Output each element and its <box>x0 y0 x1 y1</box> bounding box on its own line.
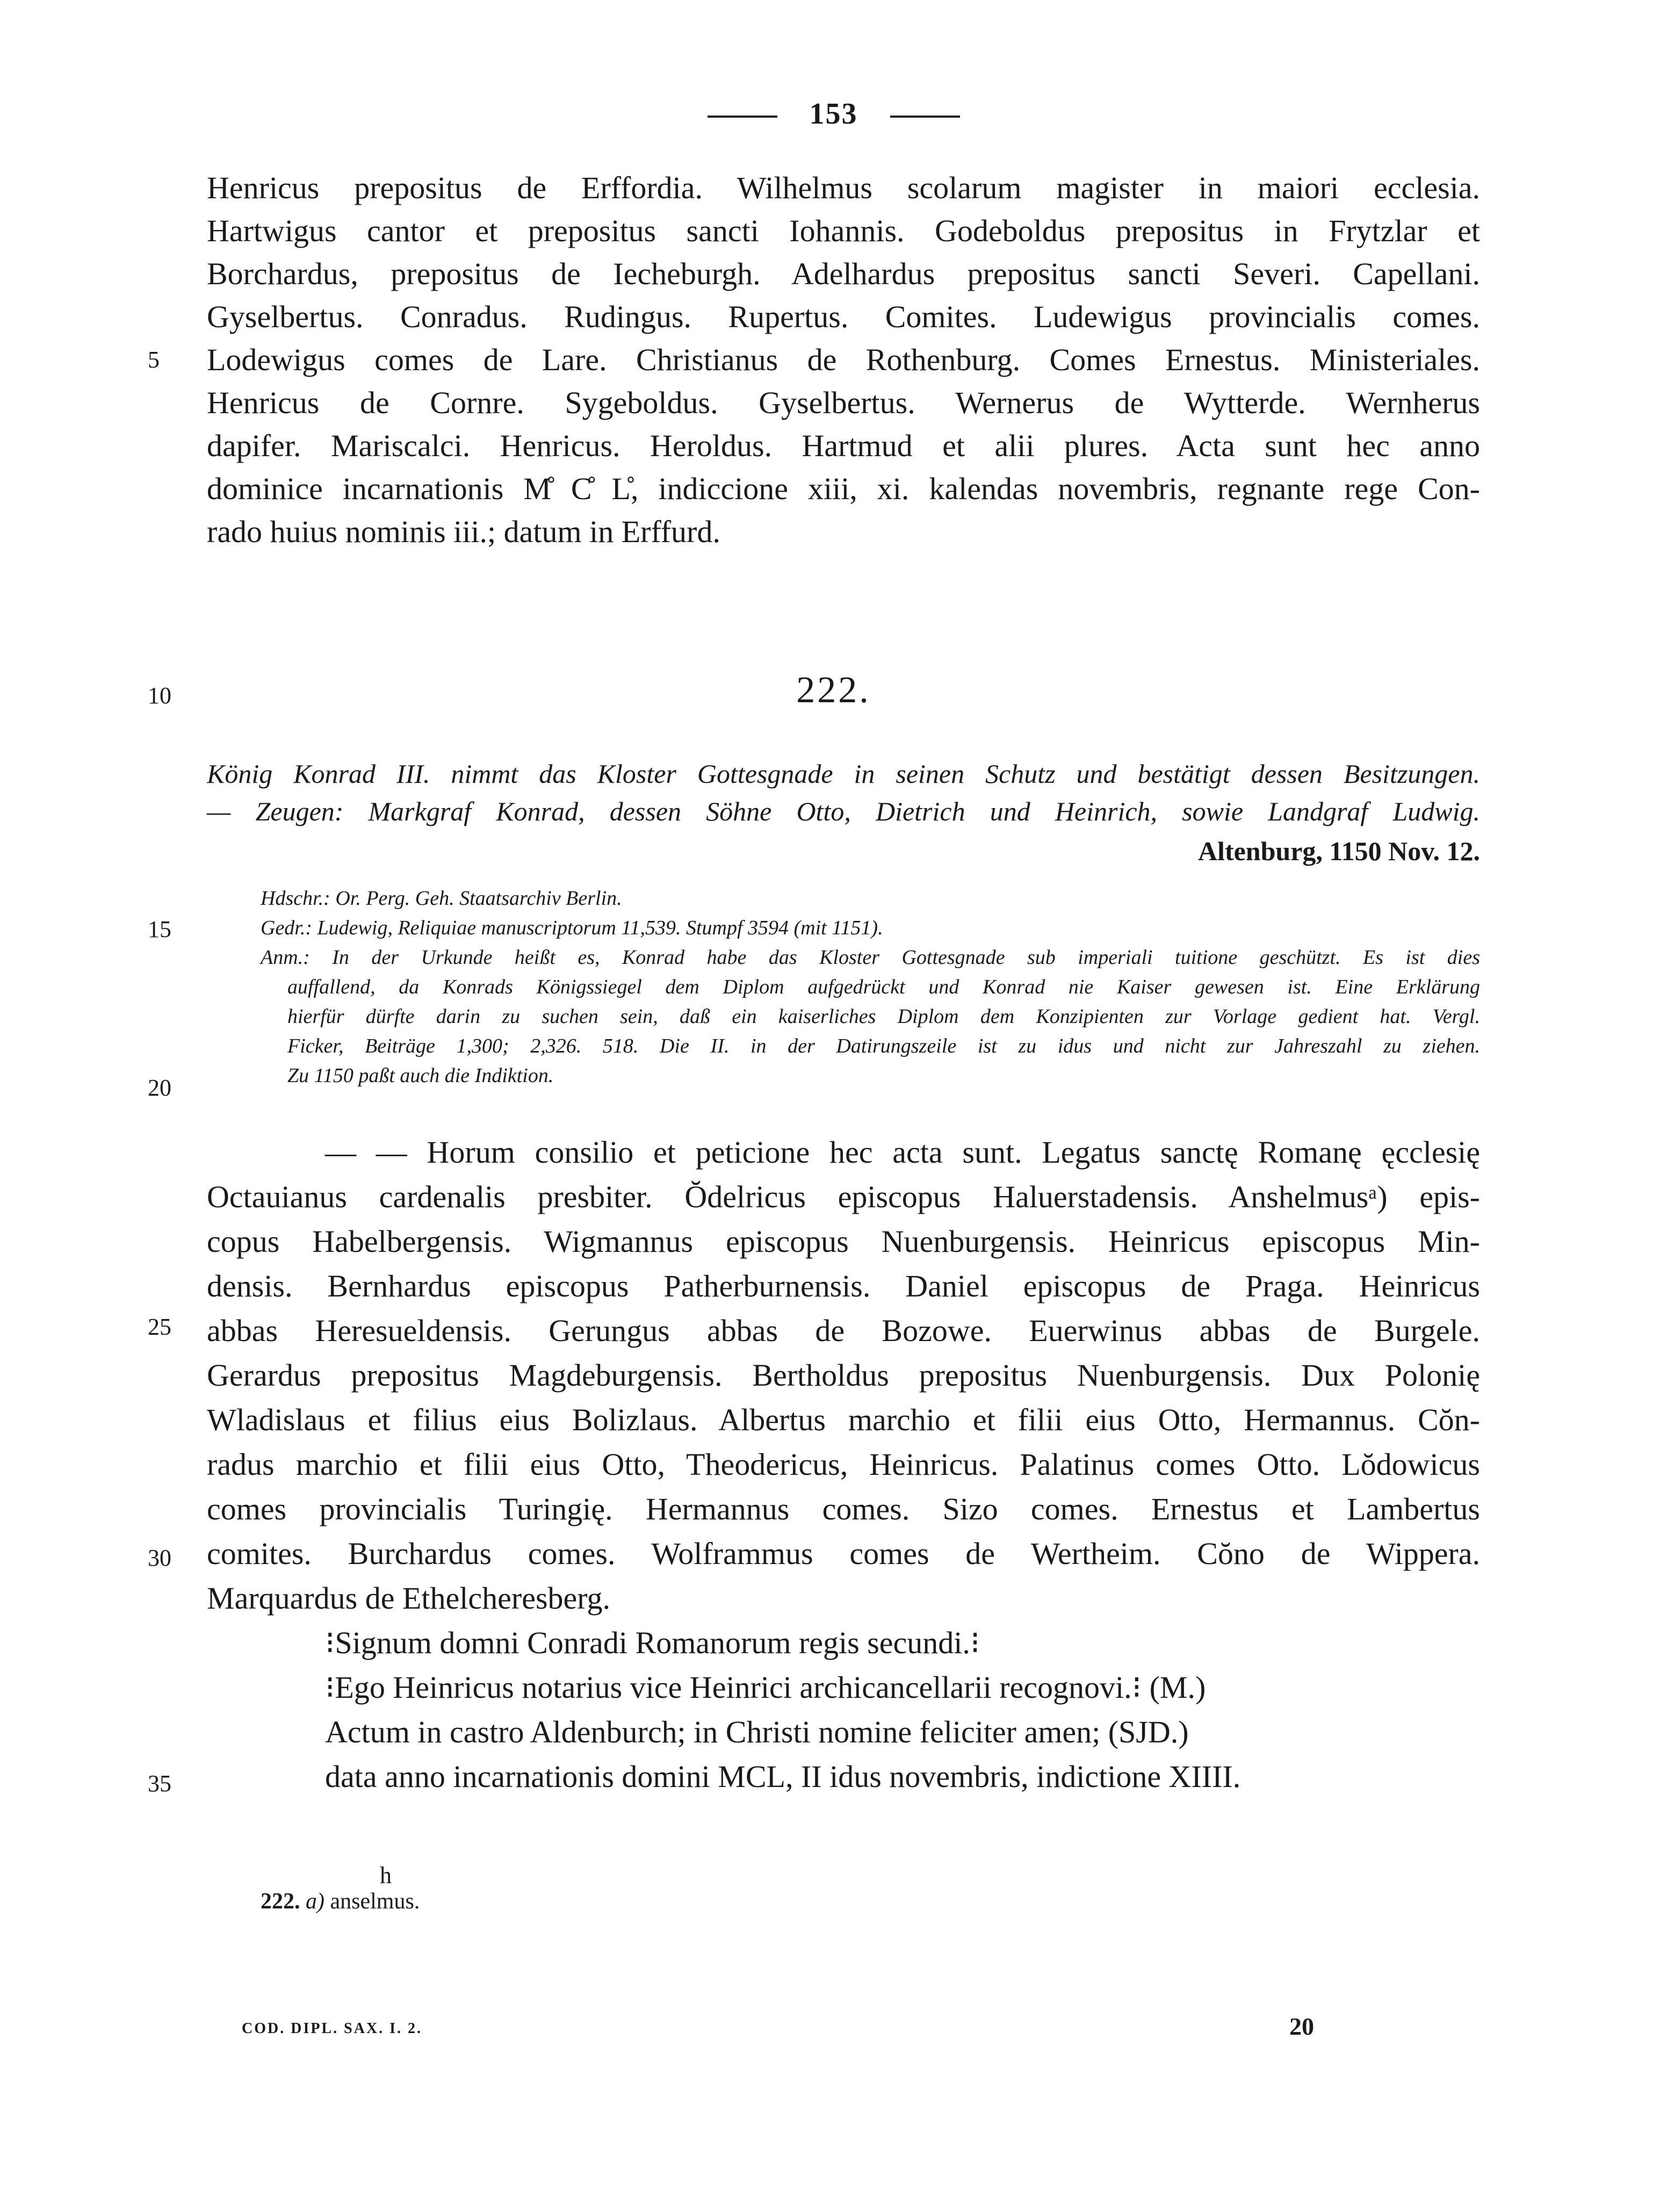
signum-line: ⁝Signum domni Conradi Romanorum regis secundi.⁝ <box>325 1625 980 1660</box>
note-remark: Ficker, Beiträge 1,300; 2,326. 518. Die II. in der Datirungszeile ist zu idus und nicht zur Jahreszahl zu ziehen. <box>287 1035 1480 1057</box>
text-line: Henricus de Cornre. Sygeboldus. Gyselbertus. Wernerus de Wytterde. Wernherus <box>207 385 1480 420</box>
text-line: dominice incarnationis M̊ C̊ L̊, indiccione xiii, xi. kalendas novembris, regnante rege Con- <box>207 471 1480 506</box>
footnote-text: anselmus. <box>330 1889 420 1914</box>
sheet-number: 20 <box>1289 2013 1314 2040</box>
note-remark: auffallend, da Konrads Königssiegel dem Diplom aufgedrückt und Konrad nie Kaiser gewesen ist. Eine Erklärung <box>287 976 1480 998</box>
text-line: Octauianus cardenalis presbiter. Ŏdelricus episcopus Haluerstadensis. Anshelmusᵃ) epis- <box>207 1179 1480 1214</box>
header-rule-left <box>708 116 777 118</box>
text-line: — — Horum consilio et peticione hec acta sunt. Legatus sanctę Romanę ęcclesię <box>325 1135 1480 1170</box>
header-rule-right <box>890 116 960 118</box>
text-line: abbas Heresueldensis. Gerungus abbas de Bozowe. Euerwinus abbas de Burgele. <box>207 1313 1480 1348</box>
footnote <box>261 1889 420 1914</box>
text-line: radus marchio et filii eius Otto, Theodericus, Heinricus. Palatinus comes Otto. Lŏdowicus <box>207 1447 1480 1482</box>
actum-line: Actum in castro Aldenburch; in Christi nomine feliciter amen; (SJD.) <box>325 1714 1189 1749</box>
text-line: dapifer. Mariscalci. Henricus. Heroldus. Hartmud et alii plures. Acta sunt hec anno <box>207 428 1480 463</box>
text-line: Gyselbertus. Conradus. Rudingus. Rupertus. Comites. Ludewigus provincialis comes. <box>207 299 1480 334</box>
note-remark: Anm.: In der Urkunde heißt es, Konrad habe das Kloster Gottesgnade sub imperiali tuitione geschützt. Es ist dies <box>261 946 1480 969</box>
text-line: comites. Burchardus comes. Wolframmus comes de Wertheim. Cŏno de Wippera. <box>207 1536 1480 1571</box>
page-number: 153 <box>809 97 858 131</box>
regest-line: — Zeugen: Markgraf Konrad, dessen Söhne Otto, Dietrich und Heinrich, sowie Landgraf Ludwig. <box>207 796 1480 826</box>
line-number: 5 <box>148 347 160 373</box>
text-line: Wladislaus et filius eius Bolizlaus. Albertus marchio et filii eius Otto, Hermannus. Cŏn- <box>207 1402 1480 1437</box>
text-line: Henricus prepositus de Erffordia. Wilhelmus scolarum magister in maiori ecclesia. <box>207 170 1480 205</box>
note-printed: Gedr.: Ludewig, Reliquiae manuscriptorum 11,539. Stumpf 3594 (mit 1151). <box>261 917 883 939</box>
dateline: Altenburg, 1150 Nov. 12. <box>1197 836 1480 866</box>
text-line: Borchardus, prepositus de Iecheburgh. Adelhardus prepositus sancti Severi. Capellani. <box>207 256 1480 291</box>
text-line: Gerardus prepositus Magdeburgensis. Bertholdus prepositus Nuenburgensis. Dux Polonię <box>207 1358 1480 1393</box>
text-line: comes provincialis Turingię. Hermannus comes. Sizo comes. Ernestus et Lambertus <box>207 1492 1480 1526</box>
recognition-line: ⁝Ego Heinricus notarius vice Heinrici archicancellarii recognovi.⁝ (M.) <box>325 1670 1206 1705</box>
line-number: 10 <box>148 682 171 709</box>
data-line: data anno incarnationis domini MCL, II idus novembris, indictione XIIII. <box>325 1759 1241 1794</box>
footnote-mark: a) <box>306 1889 324 1914</box>
note-manuscript: Hdschr.: Or. Perg. Geh. Staatsarchiv Berlin. <box>261 887 622 910</box>
line-number: 25 <box>148 1314 171 1340</box>
text-line: Marquardus de Ethelcheresberg. <box>207 1581 611 1616</box>
text-line: densis. Bernhardus episcopus Patherburnensis. Daniel episcopus de Praga. Heinricus <box>207 1269 1480 1303</box>
text-line: Hartwigus cantor et prepositus sancti Iohannis. Godeboldus prepositus in Frytzlar et <box>207 213 1480 248</box>
note-remark: hierfür dürfte darin zu suchen sein, daß ein kaiserliches Diplom dem Konzipienten zur Vorlage gedient hat. Vergl. <box>287 1005 1480 1028</box>
line-number: 15 <box>148 916 171 942</box>
sheet-signature: COD. DIPL. SAX. I. 2. <box>242 2020 423 2037</box>
note-remark: Zu 1150 paßt auch die Indiktion. <box>287 1064 554 1087</box>
text-line: copus Habelbergensis. Wigmannus episcopus Nuenburgensis. Heinricus episcopus Min- <box>207 1224 1480 1259</box>
regest-line: König Konrad III. nimmt das Kloster Gottesgnade in seinen Schutz und bestätigt dessen Besitzungen. <box>207 759 1480 789</box>
footnote-ref: 222. <box>261 1889 300 1914</box>
running-head <box>0 97 1667 131</box>
footnote-superscript: h <box>380 1862 392 1889</box>
line-number: 20 <box>148 1075 171 1101</box>
line-number: 30 <box>148 1545 171 1571</box>
line-number: 35 <box>148 1770 171 1797</box>
text-line: rado huius nominis iii.; datum in Erffurd. <box>207 514 720 549</box>
document-number: 222. <box>796 669 871 711</box>
text-line: Lodewigus comes de Lare. Christianus de Rothenburg. Comes Ernestus. Ministeriales. <box>207 342 1480 377</box>
